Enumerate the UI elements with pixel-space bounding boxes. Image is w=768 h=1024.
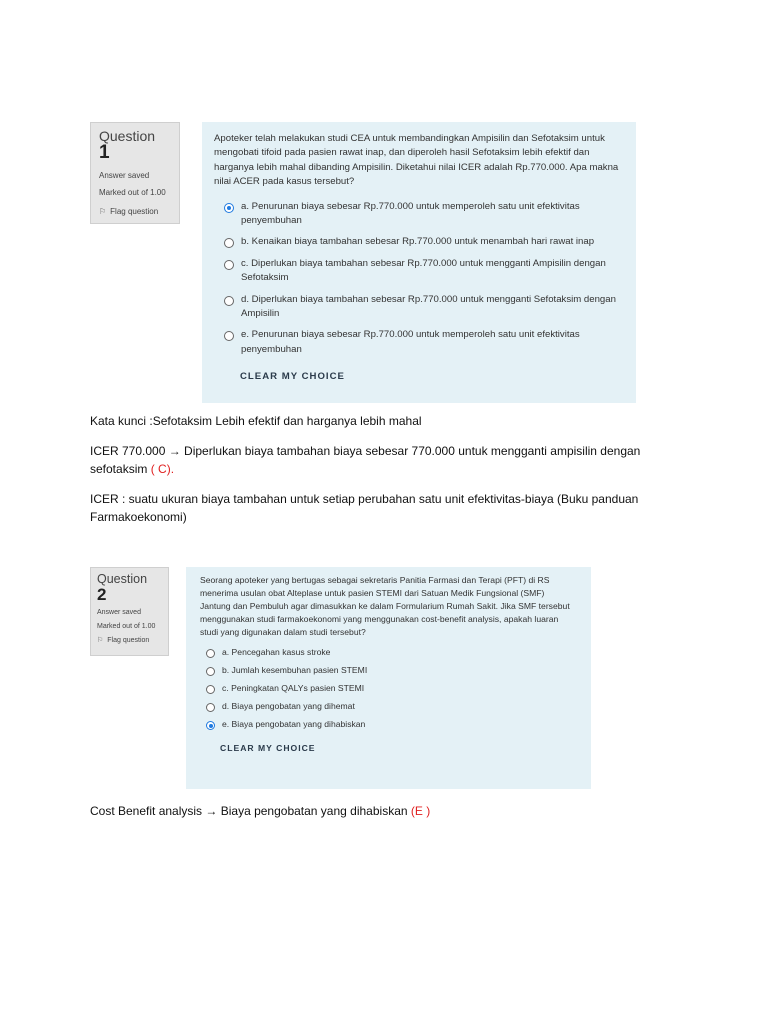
marked-out-of: Marked out of 1.00: [97, 622, 156, 630]
flag-question-link[interactable]: [97, 636, 162, 644]
option-label: a. Penurunan biaya sebesar Rp.770.000 untuk memperoleh satu unit efektivitas penyembuhan: [241, 200, 580, 226]
radio-icon[interactable]: [224, 296, 234, 306]
answer-letter: ( C).: [150, 462, 175, 476]
flag-icon: ⚐: [99, 206, 107, 216]
clear-choice-button[interactable]: CLEAR MY CHOICE: [240, 371, 345, 383]
flag-icon: ⚐: [97, 637, 104, 645]
icer-explanation-text: ICER 770.000 → Diperlukan biaya tambahan biaya sebesar 770.000 untuk mengganti ampisilin dengan sefotaksim: [90, 444, 641, 476]
question-number: 2: [97, 584, 107, 604]
marked-out-of: Marked out of 1.00: [99, 187, 166, 197]
option-e[interactable]: [206, 718, 577, 731]
radio-icon[interactable]: [206, 685, 215, 694]
cba-explanation: [90, 802, 680, 820]
option-label: d. Biaya pengobatan yang dihemat: [222, 701, 355, 712]
radio-checked-icon[interactable]: [224, 203, 234, 213]
option-a[interactable]: [224, 200, 624, 229]
option-c[interactable]: [224, 257, 624, 286]
cba-explanation-text: Cost Benefit analysis → Biaya pengobatan yang dihabiskan: [90, 804, 408, 818]
option-a[interactable]: [206, 646, 577, 659]
option-c[interactable]: [206, 682, 577, 695]
option-label: c. Peningkatan QALYs pasien STEMI: [222, 683, 365, 694]
answer-status: Answer saved: [97, 609, 141, 617]
option-label: a. Pencegahan kasus stroke: [222, 647, 331, 658]
option-label: b. Jumlah kesembuhan pasien STEMI: [222, 665, 368, 676]
option-b[interactable]: [224, 235, 624, 249]
answer-status: Answer saved: [99, 170, 150, 180]
question-1-info: [90, 122, 180, 224]
option-d[interactable]: [206, 700, 577, 713]
option-label: e. Penurunan biaya sebesar Rp.770.000 untuk memperoleh satu unit efektivitas penyembuhan: [241, 329, 580, 355]
question-2-body: [186, 567, 591, 789]
option-label: c. Diperlukan biaya tambahan sebesar Rp.770.000 untuk mengganti Ampisilin dengan Sefotaksim: [241, 257, 606, 284]
option-label: d. Diperlukan biaya tambahan sebesar Rp.770.000 untuk mengganti Sefotaksim dengan Ampisilin: [241, 293, 616, 319]
question-1-body: [202, 122, 636, 403]
option-label: e. Biaya pengobatan yang dihabiskan: [222, 719, 366, 730]
question-1-screenshot: [90, 122, 636, 403]
radio-icon[interactable]: [224, 238, 234, 248]
question-text: Apoteker telah melakukan studi CEA untuk membandingkan Ampisilin dan Sefotaksim untuk mengobati tifoid pada pasien rawat inap, dan diperoleh hasil Sefotaksim lebih efektif dan harganya lebih mahal dibanding Ampisilin. Diketahui nilai ICER adalah Rp.770.000. Apa makna nilai ACER pada kasus tersebut?: [214, 133, 619, 188]
question-text: Seorang apoteker yang bertugas sebagai sekretaris Panitia Farmasi dan Terapi (PFT) di RS menerima usulan obat Alteplase untuk pasien STEMI dari Satuan Medik Fungsional (SMF) Jantung dan Pembuluh agar dimasukkan ke dalam Formularium Rumah Sakit. Jika SMF tersebut menggunakan studi farmakoekonomi yang menggunakan cost-benefit analysis, apakah luaran studi yang digunakan dalam studi tersebut?: [200, 575, 570, 637]
question-label: Question: [99, 128, 156, 144]
option-e[interactable]: [224, 328, 624, 357]
question-number: 1: [99, 142, 110, 163]
icer-explanation: [90, 442, 680, 478]
radio-checked-icon[interactable]: [206, 721, 215, 730]
answer-options: [200, 646, 577, 730]
flag-question-link[interactable]: [99, 207, 171, 216]
flag-question-label: Flag question: [110, 206, 159, 216]
question-2-info: [90, 567, 169, 656]
option-b[interactable]: [206, 664, 577, 677]
question-label: Question: [97, 572, 148, 586]
radio-icon[interactable]: [224, 331, 234, 341]
radio-icon[interactable]: [206, 649, 215, 658]
answer-options: [214, 200, 624, 358]
option-label: b. Kenaikan biaya tambahan sebesar Rp.770.000 untuk menambah hari rawat inap: [241, 236, 595, 248]
option-d[interactable]: [224, 293, 624, 322]
answer-letter: (E ): [410, 804, 431, 818]
keyword-note: Kata kunci :Sefotaksim Lebih efektif dan harganya lebih mahal: [90, 414, 422, 428]
icer-definition: ICER : suatu ukuran biaya tambahan untuk setiap perubahan satu unit efektivitas-biaya (Buku panduan Farmakoekonomi): [90, 492, 639, 524]
radio-icon[interactable]: [206, 667, 215, 676]
flag-question-label: Flag question: [107, 636, 150, 644]
radio-icon[interactable]: [206, 703, 215, 712]
clear-choice-button[interactable]: CLEAR MY CHOICE: [220, 742, 316, 753]
radio-icon[interactable]: [224, 260, 234, 270]
question-2-screenshot: [90, 567, 591, 789]
